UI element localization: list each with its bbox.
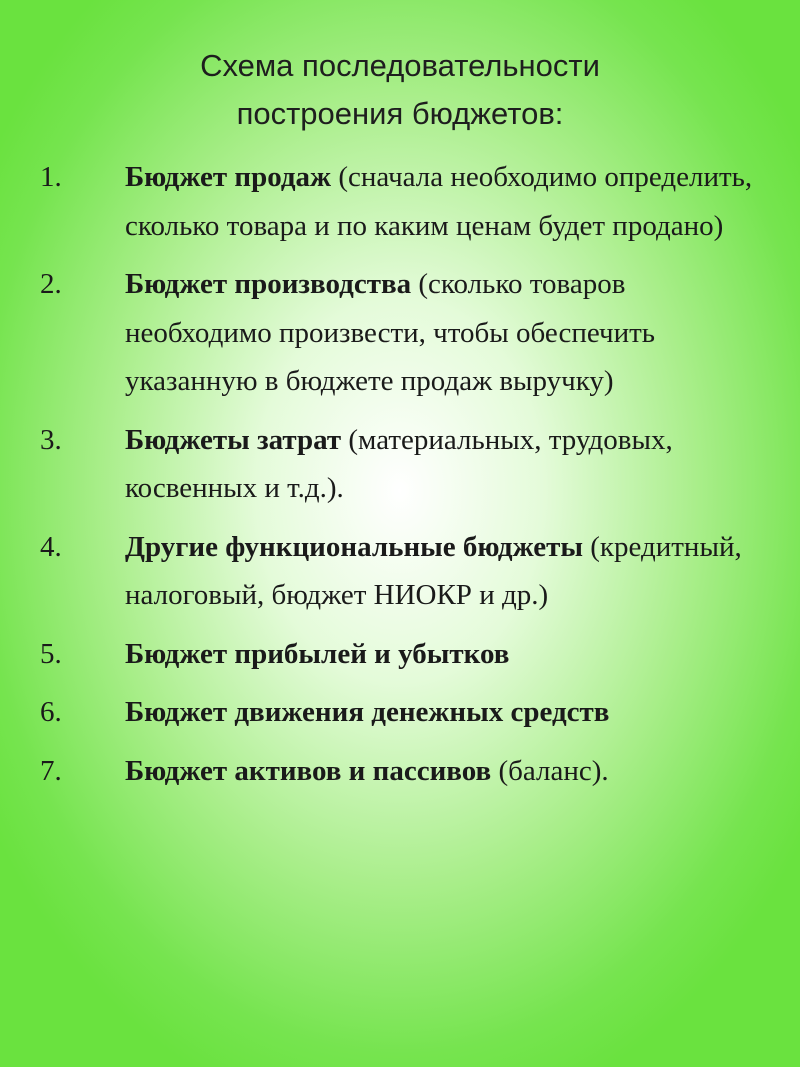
list-item-profit-loss-budget (40, 630, 770, 679)
list-item-description: (баланс). (491, 754, 609, 787)
list-item-other-functional-budgets (40, 523, 770, 620)
list-item-heading: Бюджет продаж (125, 161, 332, 193)
slide-title-line-1: Схема последовательности (200, 48, 600, 83)
slide-title (0, 42, 800, 138)
list-item-description: (материальных, трудовых, косвенных и т.д.). (125, 423, 673, 504)
list-item-sales-budget (40, 153, 770, 250)
slide-title-line-2: построения бюджетов: (236, 96, 564, 131)
list-item-balance-budget (40, 747, 770, 796)
list-item-number: 2. (40, 268, 62, 300)
list-item-description: (кредитный, налоговый, бюджет НИОКР и др.) (125, 530, 742, 611)
list-item-number: 4. (40, 530, 62, 563)
list-item-heading: Другие функциональные бюджеты (125, 530, 583, 563)
list-item-heading: Бюджет прибылей и убытков (125, 637, 510, 670)
list-item-heading: Бюджеты затрат (125, 423, 342, 456)
list-item-heading: Бюджет производства (125, 268, 412, 300)
list-item-heading: Бюджет движения денежных средств (125, 696, 610, 728)
list-item-number: 1. (40, 161, 62, 193)
list-item-cost-budgets (40, 416, 770, 513)
list-item-heading: Бюджет активов и пассивов (125, 754, 492, 787)
list-item-number: 3. (40, 423, 62, 456)
list-item-number: 7. (40, 754, 62, 787)
list-item-number: 6. (40, 696, 62, 728)
list-item-cash-flow-budget (40, 688, 770, 737)
list-item-description: (сначала необходимо определить, сколько товара и по каким ценам будет продано) (125, 161, 753, 242)
list-item-production-budget (40, 260, 770, 406)
list-item-number: 5. (40, 637, 62, 670)
list-item-description: (сколько товаров необходимо произвести, чтобы обеспечить указанную в бюджете продаж выручку) (125, 268, 656, 397)
budget-sequence-list (40, 153, 770, 805)
